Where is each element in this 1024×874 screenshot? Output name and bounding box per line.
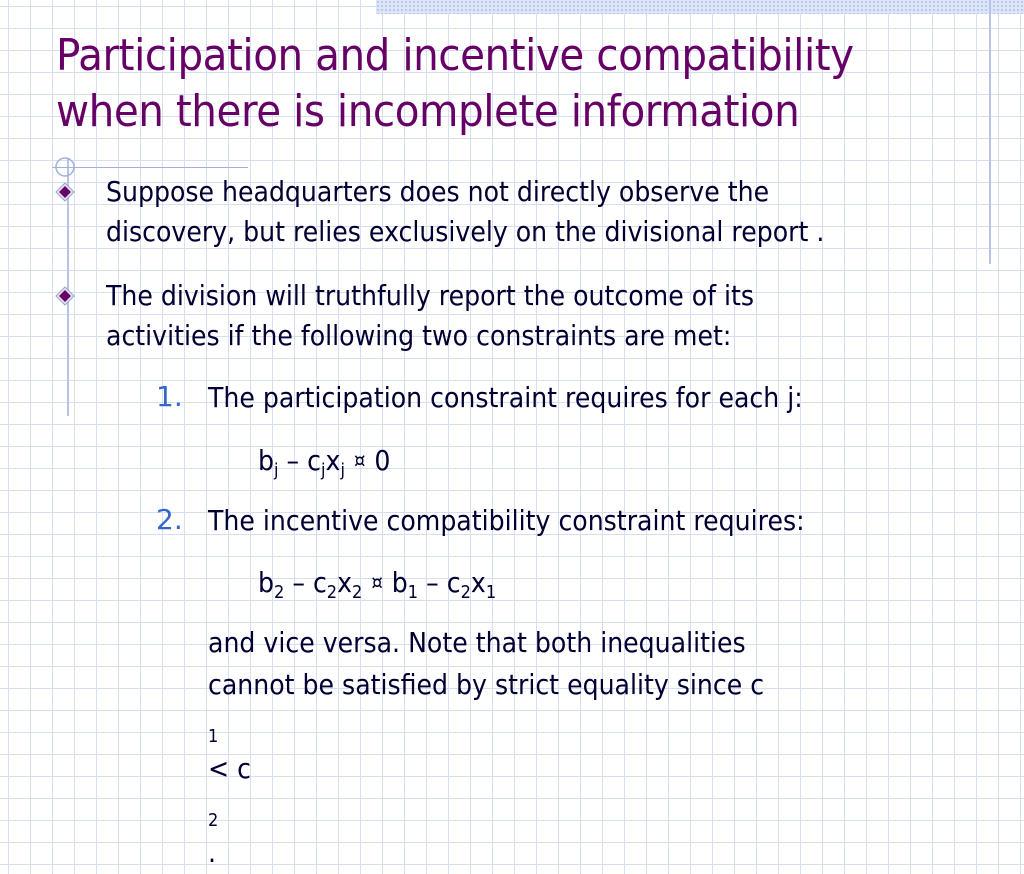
closing-note bbox=[208, 622, 764, 874]
diamond-bullet-icon bbox=[54, 285, 76, 307]
item-2-text: The incentive compatibility constraint requires: bbox=[208, 504, 805, 537]
slide-title bbox=[56, 28, 902, 140]
item-2-number: 2. bbox=[156, 503, 183, 536]
title-line-2: when there is incomplete information bbox=[56, 86, 800, 137]
item-1-number: 1. bbox=[156, 380, 183, 413]
bullet-1-line-2: discovery, but relies exclusively on the divisional report . bbox=[106, 215, 825, 248]
participation-formula: $b_j - c_jx_j$ ¤ 0 bbox=[258, 440, 390, 481]
inequality-symbol: ¤ bbox=[353, 448, 366, 472]
inequality-symbol: ¤ bbox=[371, 570, 383, 594]
title-line-1: Participation and incentive compatibility bbox=[56, 30, 854, 81]
bullet-paragraph-1 bbox=[106, 172, 824, 252]
bullet-2-line-1: The division will truthfully report the outcome of its bbox=[106, 279, 755, 312]
title-underline bbox=[52, 167, 248, 168]
note-line-1: and vice versa. Note that both inequalities bbox=[208, 626, 746, 659]
bullet-paragraph-2 bbox=[106, 276, 754, 356]
item-1-text: The participation constraint requires for each j: bbox=[208, 381, 803, 414]
incentive-formula: $b_2 - c_2x_2$ ¤ $b_1 - c_2x_1$ bbox=[258, 562, 496, 603]
circle-ornament-icon bbox=[54, 156, 76, 178]
note-line-2: cannot be satisfied by strict equality since c $_1$ < c $_2$ . bbox=[208, 668, 765, 869]
bullet-1-line-1: Suppose headquarters does not directly observe the bbox=[106, 175, 770, 208]
diamond-bullet-icon bbox=[54, 181, 76, 203]
decorative-right-line bbox=[989, 0, 991, 264]
decorative-top-band bbox=[376, 0, 1024, 14]
bullet-2-line-2: activities if the following two constraints are met: bbox=[106, 319, 732, 352]
